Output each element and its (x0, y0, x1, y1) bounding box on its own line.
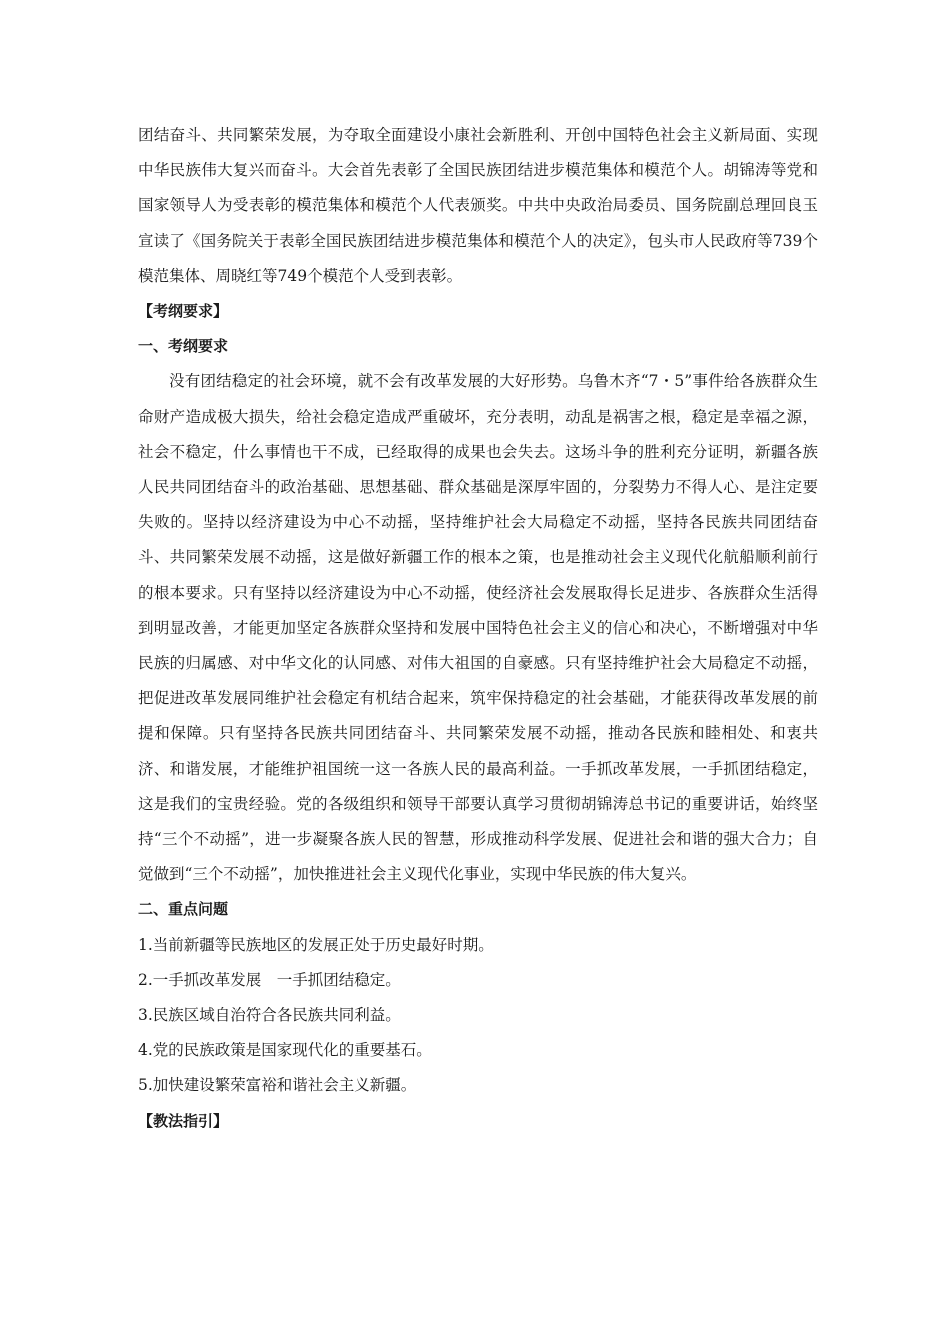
section-heading-jiaofa: 【教法指引】 (138, 1111, 229, 1130)
subsection-heading-1: 一、考纲要求 (138, 337, 229, 356)
list-item: 4.党的民族政策是国家现代化的重要基石。 (138, 1041, 432, 1060)
section-heading-kaogang: 【考纲要求】 (138, 302, 229, 321)
list-item: 3.民族区域自治符合各民族共同利益。 (138, 1006, 401, 1025)
list-item: 5.加快建设繁荣富裕和谐社会主义新疆。 (138, 1076, 417, 1095)
list-item: 2.一手抓改革发展 一手抓团结稳定。 (138, 970, 401, 989)
list-item: 1.当前新疆等民族地区的发展正处于历史最好时期。 (138, 935, 494, 954)
subsection-heading-2: 二、重点问题 (138, 900, 229, 919)
body-paragraph: 没有团结稳定的社会环境，就不会有改革发展的大好形势。乌鲁木齐“7・5”事件给各族群众生命财产造成极大损失，给社会稳定造成严重破坏，充分表明，动乱是祸害之根，稳定是幸福之源，社会不稳定，什么事情也干不成，已经取得的成果也会失去。这场斗争的胜利充分证明，新疆各族人民共同团结奋斗的政治基础、思想基础、群众基础是深厚牢固的，分裂势力不得人心、是注定要失败的。坚持以经济建设为中心不动摇，坚持维护社会大局稳定不动摇，坚持各民族共同团结奋斗、共同繁荣发展不动摇，这是做好新疆工作的根本之策，也是推动社会主义现代化航船顺利前行的根本要求。只有坚持以经济建设为中心不动摇，使经济社会发展取得长足进步、各族群众生活得到明显改善，才能更加坚定各族群众坚持和发展中国特色社会主义的信心和决心，不断增强对中华民族的归属感、对中华文化的认同感、对伟大祖国的自豪感。只有坚持维护社会大局稳定不动摇，把促进改革发展同维护社会稳定有机结合起来，筑牢保持稳定的社会基础，才能获得改革发展的前提和保障。只有坚持各民族共同团结奋斗、共同繁荣发展不动摇，推动各民族和睦相处、和衷共济、和谐发展，才能维护祖国统一这一各族人民的最高利益。一手抓改革发展，一手抓团结稳定，这是我们的宝贵经验。党的各级组织和领导干部要认真学习贯彻胡锦涛总书记的重要讲话，始终坚持“三个不动摇”，进一步凝聚各族人民的智慧，形成推动科学发展、促进社会和谐的强大合力；自觉做到“三个不动摇”，加快推进社会主义现代化事业，实现中华民族的伟大复兴。 (138, 372, 818, 884)
intro-paragraph: 团结奋斗、共同繁荣发展，为夺取全面建设小康社会新胜利、开创中国特色社会主义新局面、实现中华民族伟大复兴而奋斗。大会首先表彰了全国民族团结进步模范集体和模范个人。胡锦涛等党和国家领导人为受表彰的模范集体和模范个人代表颁奖。中共中央政治局委员、国务院副总理回良玉宣读了《国务院关于表彰全国民族团结进步模范集体和模范个人的决定》，包头市人民政府等739个模范集体、周晓红等749个模范个人受到表彰。 (138, 126, 818, 285)
key-issues-list (138, 928, 818, 1104)
document-page (138, 118, 818, 1139)
